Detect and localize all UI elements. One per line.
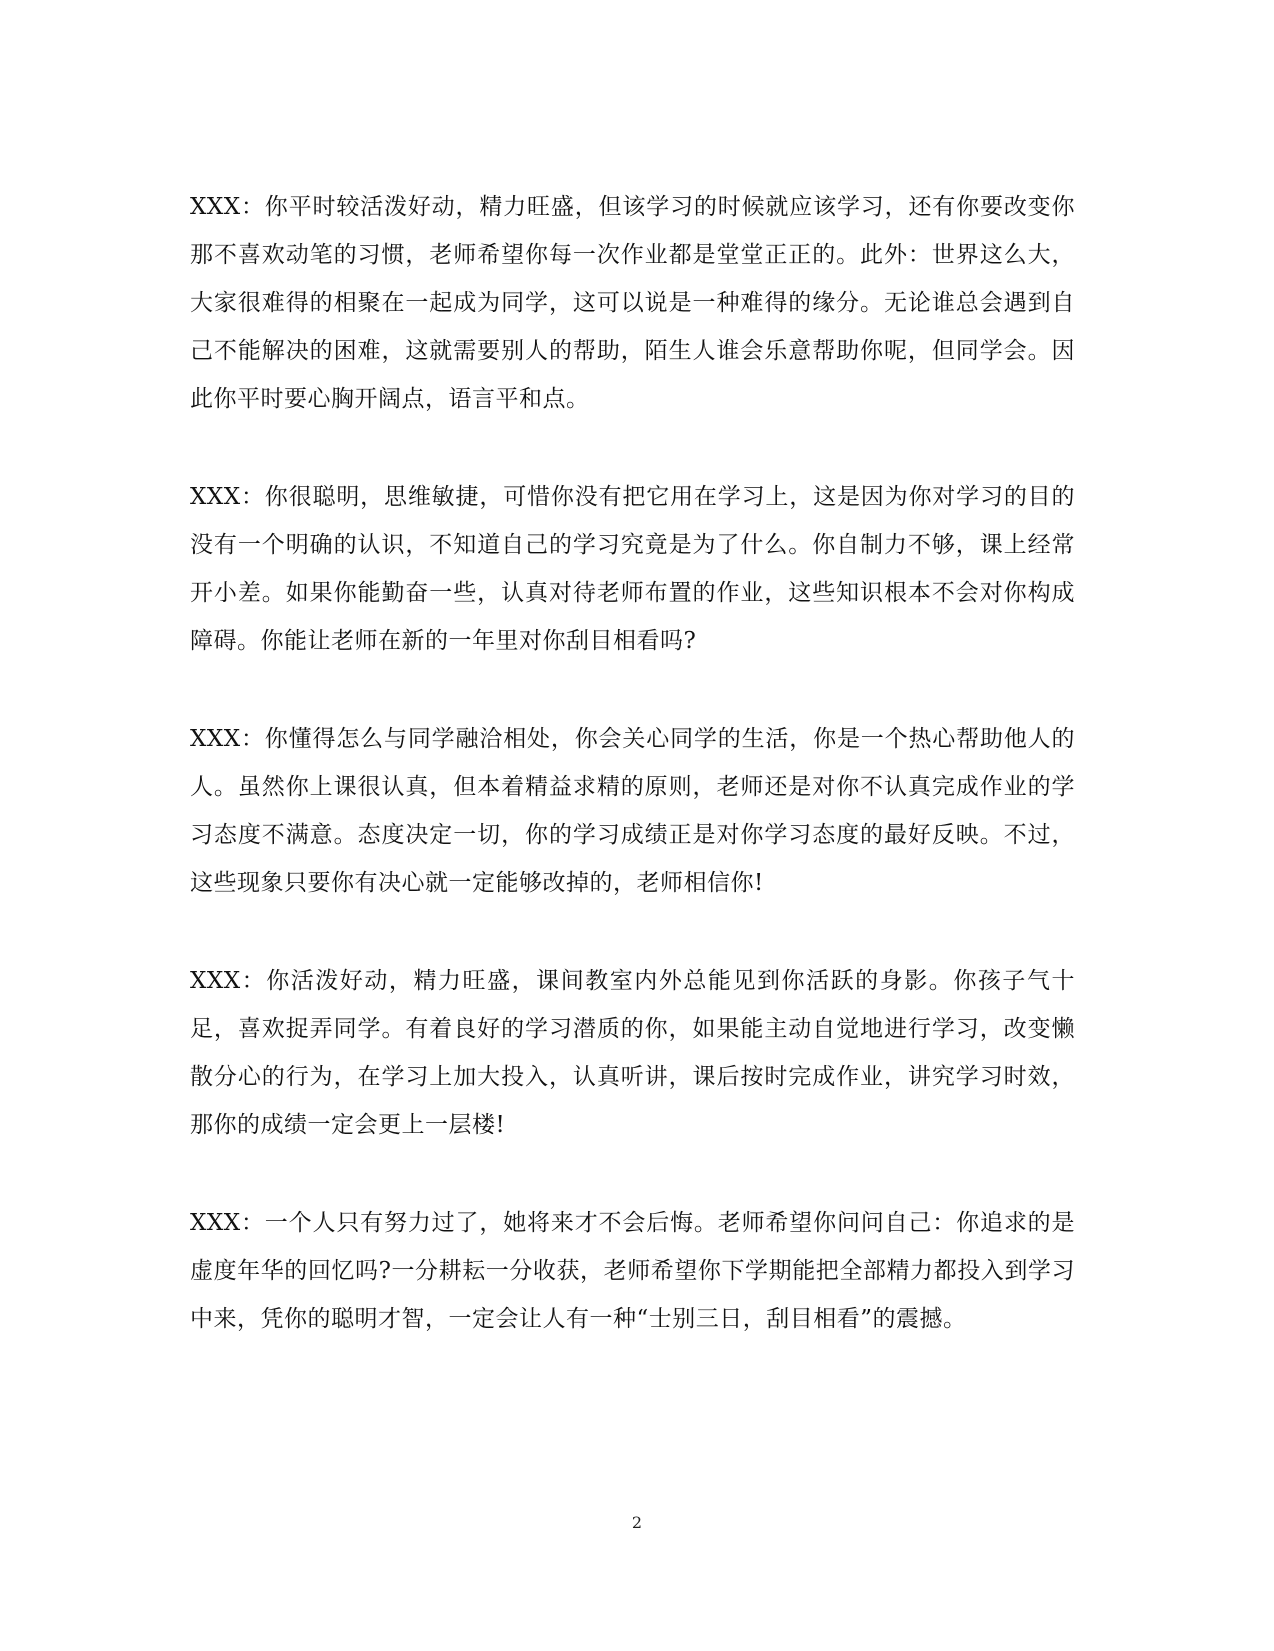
comment-paragraph-1: XXX：你平时较活泼好动，精力旺盛，但该学习的时候就应该学习，还有你要改变你那不喜欢动笔的习惯，老师希望你每一次作业都是堂堂正正的。此外：世界这么大，大家很难得的相聚在一起成为同学，这可以说是一种难得的缘分。无论谁总会遇到自己不能解决的困难，这就需要别人的帮助，陌生人谁会乐意帮助你呢，但同学会。因此你平时要心胸开阔点，语言平和点。 xyxy=(190,194,1075,412)
comment-paragraph-3: XXX：你懂得怎么与同学融洽相处，你会关心同学的生活，你是一个热心帮助他人的人。虽然你上课很认真，但本着精益求精的原则，老师还是对你不认真完成作业的学习态度不满意。态度决定一切，你的学习成绩正是对你学习态度的最好反映。不过，这些现象只要你有决心就一定能够改掉的，老师相信你! xyxy=(190,726,1075,896)
comment-paragraph-4: XXX：你活泼好动，精力旺盛，课间教室内外总能见到你活跃的身影。你孩子气十足，喜欢捉弄同学。有着良好的学习潜质的你，如果能主动自觉地进行学习，改变懒散分心的行为，在学习上加大投入，认真听讲，课后按时完成作业，讲究学习时效，那你的成绩一定会更上一层楼! xyxy=(190,968,1075,1138)
comment-paragraph-2: XXX：你很聪明，思维敏捷，可惜你没有把它用在学习上，这是因为你对学习的目的没有一个明确的认识，不知道自己的学习究竟是为了什么。你自制力不够，课上经常开小差。如果你能勤奋一些，认真对待老师布置的作业，这些知识根本不会对你构成障碍。你能让老师在新的一年里对你刮目相看吗? xyxy=(190,484,1075,654)
comment-paragraph-5: XXX：一个人只有努力过了，她将来才不会后悔。老师希望你问问自己：你追求的是虚度年华的回忆吗?一分耕耘一分收获，老师希望你下学期能把全部精力都投入到学习中来，凭你的聪明才智，一定会让人有一种“士别三日，刮目相看”的震撼。 xyxy=(190,1210,1075,1332)
document-body xyxy=(190,183,1075,1393)
page-number: 2 xyxy=(631,1513,643,1532)
